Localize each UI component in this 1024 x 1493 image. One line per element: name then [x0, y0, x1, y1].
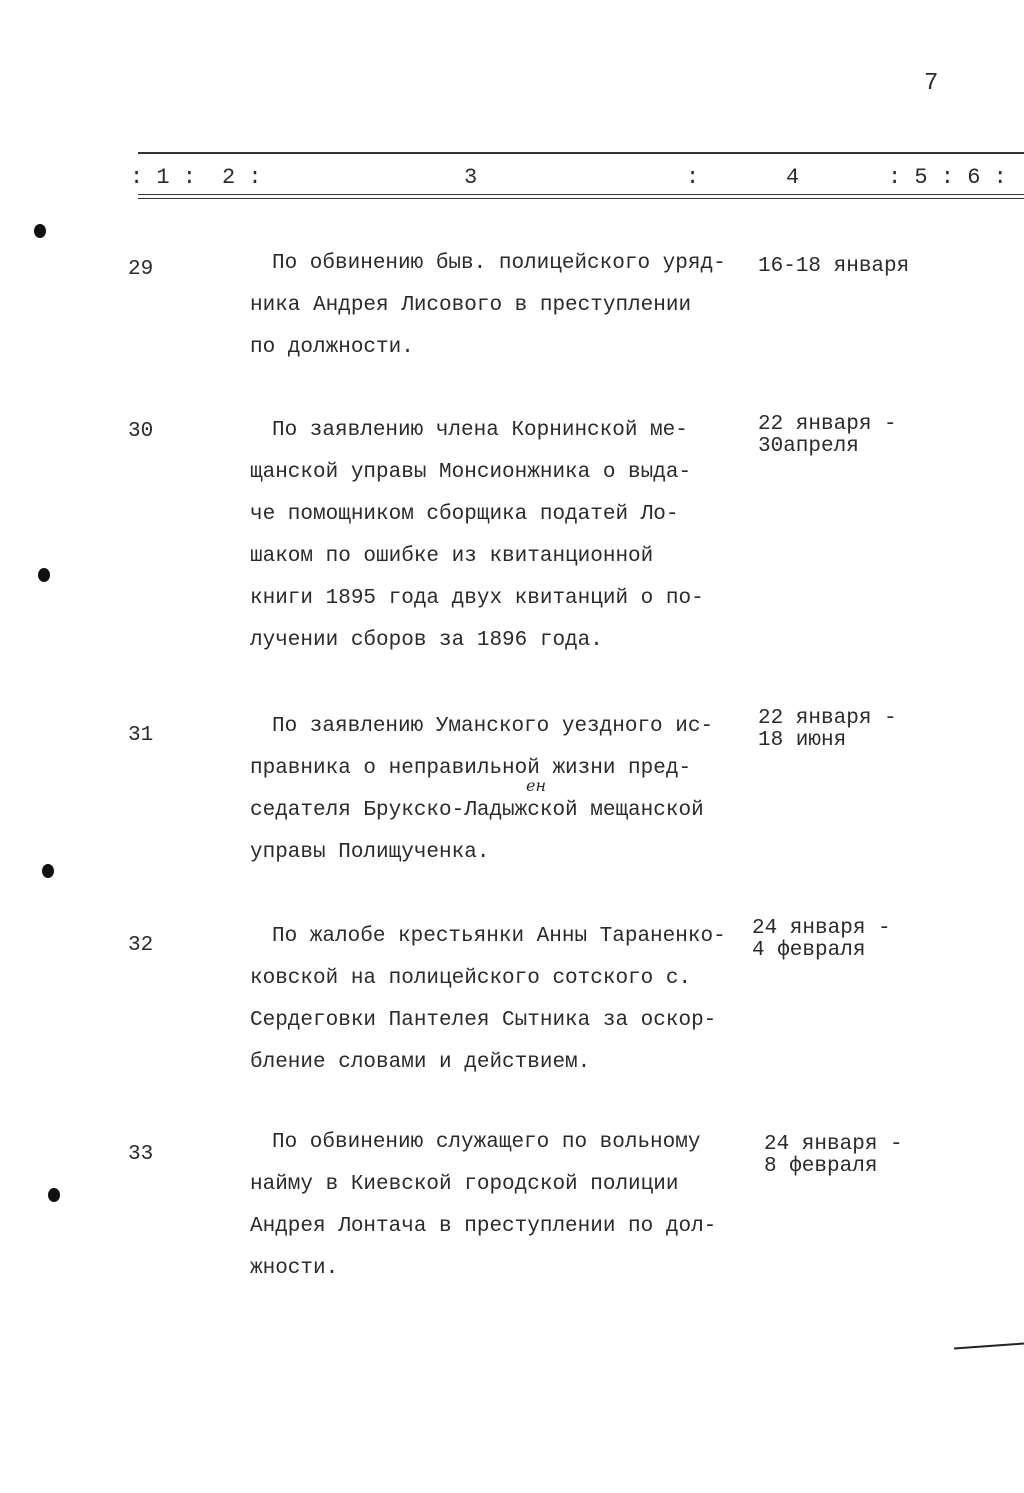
handwritten-correction: ен [526, 776, 547, 795]
entry-line: найму в Киевской городской полиции [250, 1173, 679, 1196]
entry-number: 29 [128, 258, 154, 281]
entry-line: управы Полищученка. [250, 841, 490, 864]
header-col-1: : 1 : [130, 165, 197, 190]
entry-line: бление словами и действием. [250, 1051, 591, 1074]
header-bottom-rule-2 [138, 198, 1024, 199]
entry-line: книги 1895 года двух квитанций о по- [250, 587, 704, 610]
header-col-5-6: : 5 : 6 : [888, 165, 1007, 190]
entry-number: 33 [128, 1143, 154, 1166]
entry-line: По жалобе крестьянки Анны Тараненко- [272, 925, 726, 948]
entry-number: 31 [128, 724, 154, 747]
entry-date [758, 256, 909, 278]
entry-number: 32 [128, 934, 154, 957]
binding-hole-mark [34, 224, 46, 238]
date-line: 22 января - [758, 707, 897, 730]
page-number: 7 [924, 70, 939, 97]
entry-line: по должности. [250, 336, 414, 359]
entry-line: седателя Брукско-Ладыжской мещанской [250, 799, 704, 822]
date-line: 16-18 января [758, 255, 910, 278]
header-col-4: 4 [786, 165, 800, 190]
margin-pen-stroke [954, 1343, 1024, 1350]
entry-line: че помощником сборщика податей Ло- [250, 503, 679, 526]
entry-description [250, 243, 750, 369]
entry-description [250, 1122, 750, 1290]
date-line: 8 февраля [764, 1155, 878, 1178]
date-line: 22 января - [758, 413, 897, 436]
entry-line: По обвинению быв. полицейского уряд- [272, 252, 726, 275]
entry-line: шаком по ошибке из квитанционной [250, 545, 654, 568]
entry-date [758, 414, 897, 458]
entry-line: щанской управы Монсионжника о выда- [250, 461, 692, 484]
entry-date [752, 918, 891, 962]
entry-line: ника Андрея Лисового в преступлении [250, 294, 692, 317]
entry-description [250, 916, 750, 1084]
date-line: 24 января - [752, 917, 891, 940]
binding-hole-mark [42, 864, 54, 878]
entry-description [250, 706, 750, 874]
header-bottom-rule [138, 194, 1024, 195]
binding-hole-mark [38, 568, 50, 582]
entry-date [758, 708, 897, 752]
entry-line: жности. [250, 1257, 339, 1280]
date-line: 30апреля [758, 435, 859, 458]
header-col-3: 3 [464, 165, 478, 190]
entry-line: ковской на полицейского сотского с. [250, 967, 692, 990]
entry-line: Сердеговки Пантелея Сытника за оскор- [250, 1009, 717, 1032]
header-col-2: 2 : [222, 165, 262, 190]
date-line: 4 февраля [752, 939, 866, 962]
entry-line: По заявлению Уманского уездного ис- [272, 715, 714, 738]
entry-line: Андрея Лонтача в преступлении по дол- [250, 1215, 717, 1238]
entry-line: По заявлению члена Корнинской ме- [272, 419, 688, 442]
binding-hole-mark [48, 1188, 60, 1202]
header-separator: : [686, 165, 700, 190]
date-line: 18 июня [758, 729, 847, 752]
entry-number: 30 [128, 420, 154, 443]
entry-line: правника о неправильной жизни пред- [250, 757, 692, 780]
entry-description [250, 410, 750, 662]
header-top-rule [138, 152, 1024, 154]
entry-line: лучении сборов за 1896 года. [250, 629, 603, 652]
entry-date [764, 1134, 903, 1178]
date-line: 24 января - [764, 1133, 903, 1156]
entry-line: По обвинению служащего по вольному [272, 1131, 701, 1154]
